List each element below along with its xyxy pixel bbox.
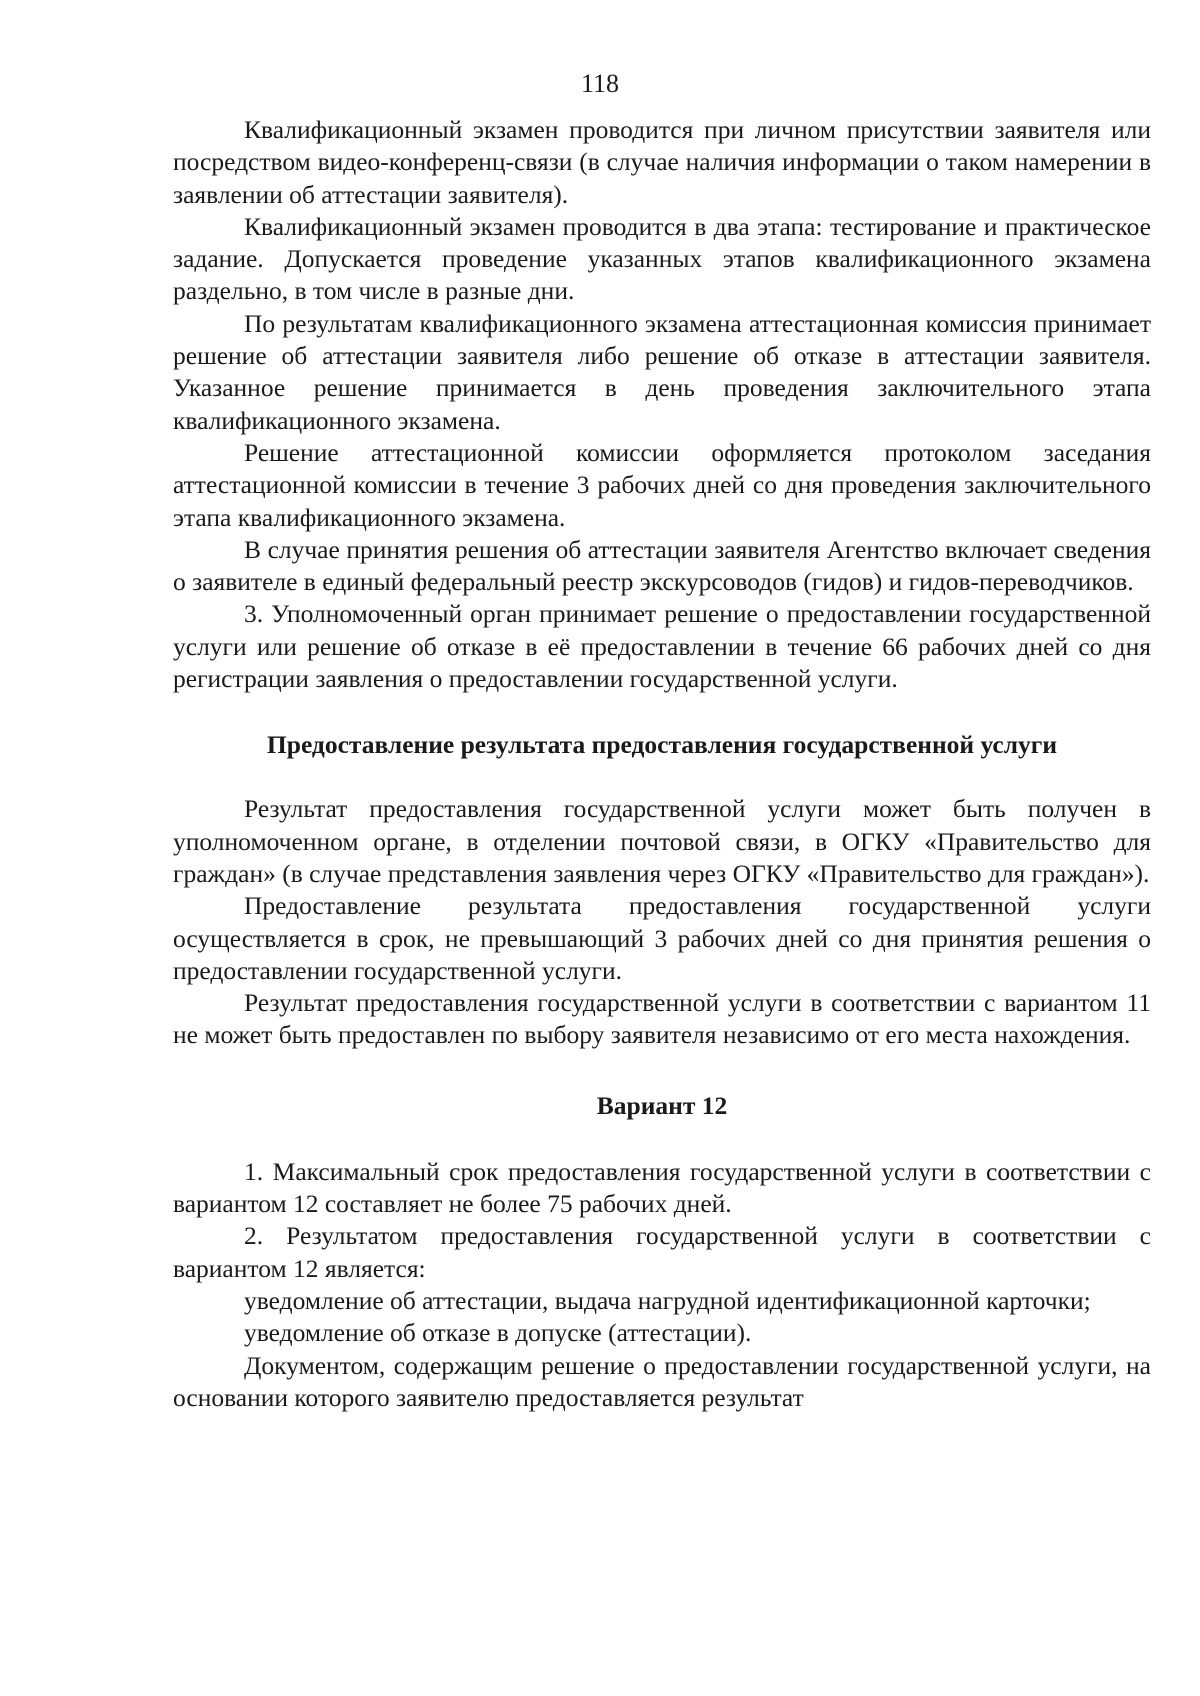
paragraph: Квалификационный экзамен проводится в два этапа: тестирование и практическое задание. Допускается проведение указанных этапов квалификационного экзамена раздельно, в том числе в разные дни.: [173, 211, 1151, 306]
paragraph: 3. Уполномоченный орган принимает решение о предоставлении государственной услуги или решение об отказе в её предоставлении в течение 66 рабочих дней со дня регистрации заявления о предоставлении государственной услуги.: [173, 599, 1151, 694]
paragraph: Предоставление результата предоставления государственной услуги осуществляется в срок, не превышающий 3 рабочих дней со дня принятия решения о предоставлении государственной услуги.: [173, 891, 1151, 985]
variant-heading: Вариант 12: [596, 1090, 728, 1120]
paragraph: уведомление об отказе в допуске (аттестации).: [244, 1318, 752, 1348]
paragraph: Результат предоставления государственной услуги может быть получен в уполномоченном органе, в отделении почтовой связи, в ОГКУ «Правительство для граждан» (в случае представления заявления через ОГКУ «Правительство для граждан»).: [173, 794, 1151, 888]
paragraph: уведомление об аттестации, выдача нагрудной идентификационной карточки;: [244, 1285, 1091, 1315]
paragraph: 1. Максимальный срок предоставления государственной услуги в соответствии с вариантом 12 составляет не более 75 рабочих дней.: [173, 1156, 1151, 1219]
paragraph: 2. Результатом предоставления государственной услуги в соответствии с вариантом 12 является:: [173, 1221, 1151, 1283]
paragraph: В случае принятия решения об аттестации заявителя Агентство включает сведения о заявителе в единый федеральный реестр экскурсоводов (гидов) и гидов-переводчиков.: [173, 534, 1151, 597]
page-number: 118: [580, 69, 620, 98]
paragraph: Решение аттестационной комиссии оформляется протоколом заседания аттестационной комиссии в течение 3 рабочих дней со дня проведения заключительного этапа квалификационного экзамена.: [173, 437, 1151, 532]
paragraph: Квалификационный экзамен проводится при личном присутствии заявителя или посредством видео-конференц-связи (в случае наличия информации о таком намерении в заявлении об аттестации заявителя).: [173, 115, 1151, 209]
paragraph: Документом, содержащим решение о предоставлении государственной услуги, на основании которого заявителю предоставляется результат: [173, 1350, 1151, 1412]
paragraph: По результатам квалификационного экзамена аттестационная комиссия принимает решение об аттестации заявителя либо решение об отказе в аттестации заявителя. Указанное решение принимается в день проведения заключительного этапа квалификационного экзамена.: [173, 308, 1151, 435]
section-heading: Предоставление результата предоставления государственной услуги: [266, 730, 1058, 760]
paragraph: Результат предоставления государственной услуги в соответствии с вариантом 11 не может быть предоставлен по выбору заявителя независимо от его места нахождения.: [173, 988, 1151, 1050]
document-body: [173, 114, 1151, 1414]
